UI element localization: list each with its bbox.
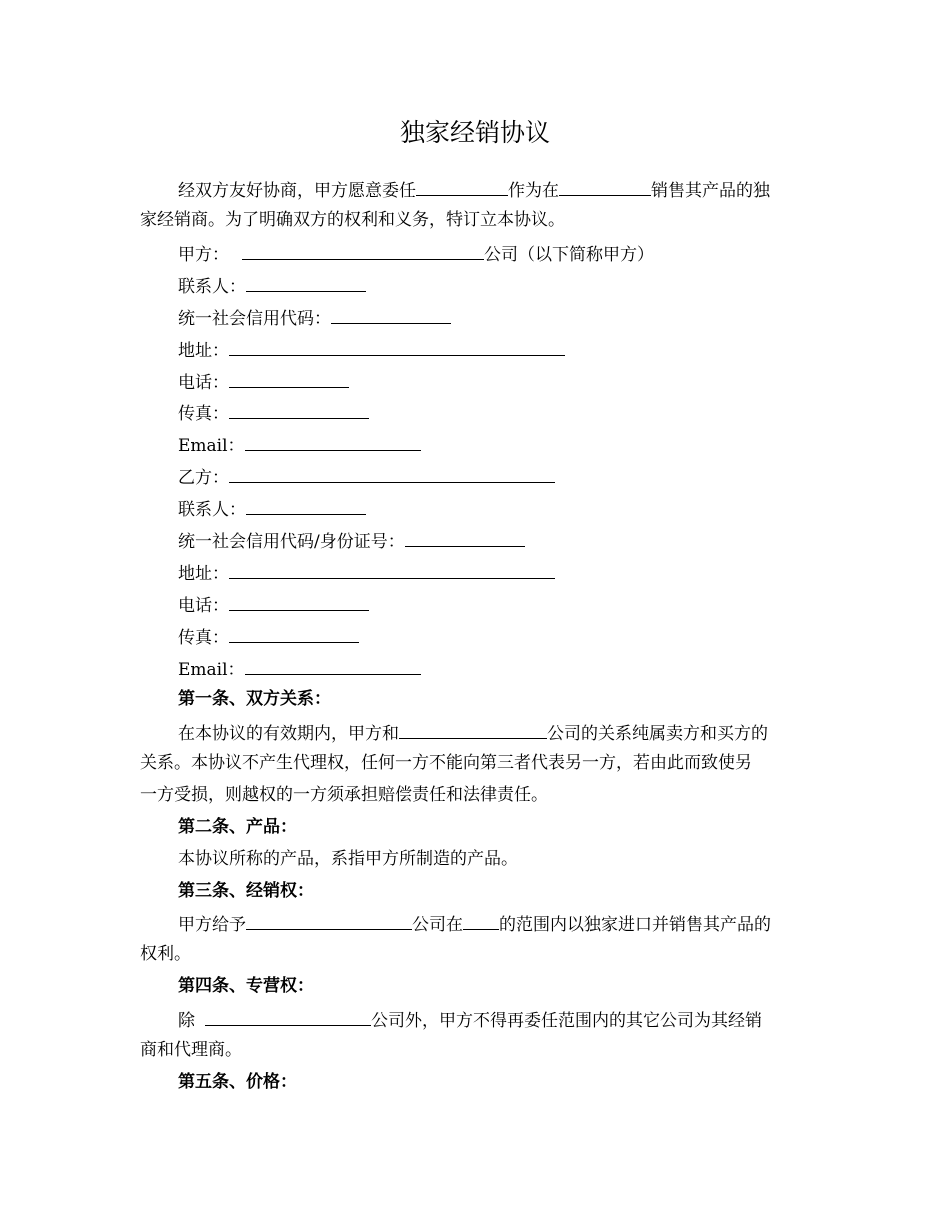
intro-line-1	[178, 178, 770, 201]
party-a-address-label: 地址：	[178, 341, 229, 361]
article-1-line-1	[178, 721, 768, 744]
article-1-text-2: 公司的关系纯属卖方和买方的	[547, 724, 768, 744]
party-b-code-line	[178, 529, 525, 552]
article-4-line-1	[178, 1008, 762, 1031]
article-3-line-1	[178, 912, 771, 935]
party-a-phone-line	[178, 370, 349, 393]
party-b-email-label: Email：	[178, 660, 245, 680]
intro-line-2: 家经销商。为了明确双方的权利和义务，特订立本协议。	[140, 210, 565, 230]
sales-region-blank[interactable]	[559, 178, 651, 196]
article-4-heading: 第四条、专营权：	[178, 976, 314, 996]
intro-text-1: 经双方友好协商，甲方愿意委任	[178, 181, 416, 201]
party-a-suffix: 公司（以下简称甲方）	[484, 245, 654, 265]
party-b-fax-blank[interactable]	[229, 625, 359, 643]
article-2-text: 本协议所称的产品，系指甲方所制造的产品。	[178, 849, 518, 869]
party-b-address-line	[178, 561, 555, 584]
party-b-contact-line	[178, 497, 366, 520]
party-b-phone-line	[178, 593, 369, 616]
article-1-line-3: 一方受损，则越权的一方须承担赔偿责任和法律责任。	[140, 785, 548, 805]
party-a-code-line	[178, 306, 451, 329]
party-b-email-blank[interactable]	[245, 657, 421, 675]
party-b-fax-label: 传真：	[178, 628, 229, 648]
party-a-code-label: 统一社会信用代码：	[178, 309, 331, 329]
article-1-company-blank[interactable]	[399, 721, 547, 739]
article-3-text-1: 甲方给予	[178, 915, 246, 935]
party-a-name-blank[interactable]	[242, 242, 484, 260]
party-a-email-label: Email：	[178, 436, 245, 456]
party-b-address-blank[interactable]	[229, 561, 555, 579]
article-3-line-2: 权利。	[140, 944, 191, 964]
article-1-text-1: 在本协议的有效期内，甲方和	[178, 724, 399, 744]
party-b-email-line	[178, 657, 421, 680]
party-a-fax-blank[interactable]	[229, 401, 369, 419]
party-b-fax-line	[178, 625, 359, 648]
party-a-label: 甲方：	[178, 245, 229, 265]
party-a-address-blank[interactable]	[229, 338, 565, 356]
article-4-text-1: 除	[178, 1011, 195, 1031]
party-a-contact-line	[178, 274, 366, 297]
party-b-line	[178, 465, 555, 488]
article-3-company-blank[interactable]	[246, 912, 412, 930]
party-b-contact-label: 联系人：	[178, 500, 246, 520]
article-3-heading: 第三条、经销权：	[178, 881, 314, 901]
party-a-phone-label: 电话：	[178, 373, 229, 393]
article-2-heading: 第二条、产品：	[178, 817, 297, 837]
party-b-address-label: 地址：	[178, 564, 229, 584]
article-5-heading: 第五条、价格：	[178, 1072, 297, 1092]
article-3-text-3: 的范围内以独家进口并销售其产品的	[499, 915, 771, 935]
article-3-region-blank[interactable]	[463, 912, 499, 930]
party-b-name-blank[interactable]	[229, 465, 555, 483]
party-a-address-line	[178, 338, 565, 361]
party-a-contact-blank[interactable]	[246, 274, 366, 292]
article-4-company-blank[interactable]	[205, 1008, 371, 1026]
party-b-contact-blank[interactable]	[246, 497, 366, 515]
entrusted-party-blank[interactable]	[416, 178, 508, 196]
party-a-email-blank[interactable]	[245, 433, 421, 451]
party-b-label: 乙方：	[178, 468, 229, 488]
party-a-code-blank[interactable]	[331, 306, 451, 324]
party-b-phone-blank[interactable]	[229, 593, 369, 611]
article-3-text-2: 公司在	[412, 915, 463, 935]
article-1-heading: 第一条、双方关系：	[178, 689, 331, 709]
intro-text-2: 作为在	[508, 181, 559, 201]
party-a-fax-label: 传真：	[178, 404, 229, 424]
party-a-contact-label: 联系人：	[178, 277, 246, 297]
party-a-phone-blank[interactable]	[229, 370, 349, 388]
party-b-phone-label: 电话：	[178, 596, 229, 616]
party-a-email-line	[178, 433, 421, 456]
document-title: 独家经销协议	[399, 118, 550, 147]
party-b-code-blank[interactable]	[405, 529, 525, 547]
article-4-text-2: 公司外，甲方不得再委任范围内的其它公司为其经销	[371, 1011, 762, 1031]
party-a-line	[178, 242, 654, 265]
party-b-code-label: 统一社会信用代码/身份证号：	[178, 532, 405, 552]
article-4-line-2: 商和代理商。	[140, 1040, 242, 1060]
party-a-fax-line	[178, 401, 369, 424]
article-1-line-2: 关系。本协议不产生代理权，任何一方不能向第三者代表另一方，若由此而致使另	[140, 753, 752, 773]
intro-text-3: 销售其产品的独	[651, 181, 770, 201]
